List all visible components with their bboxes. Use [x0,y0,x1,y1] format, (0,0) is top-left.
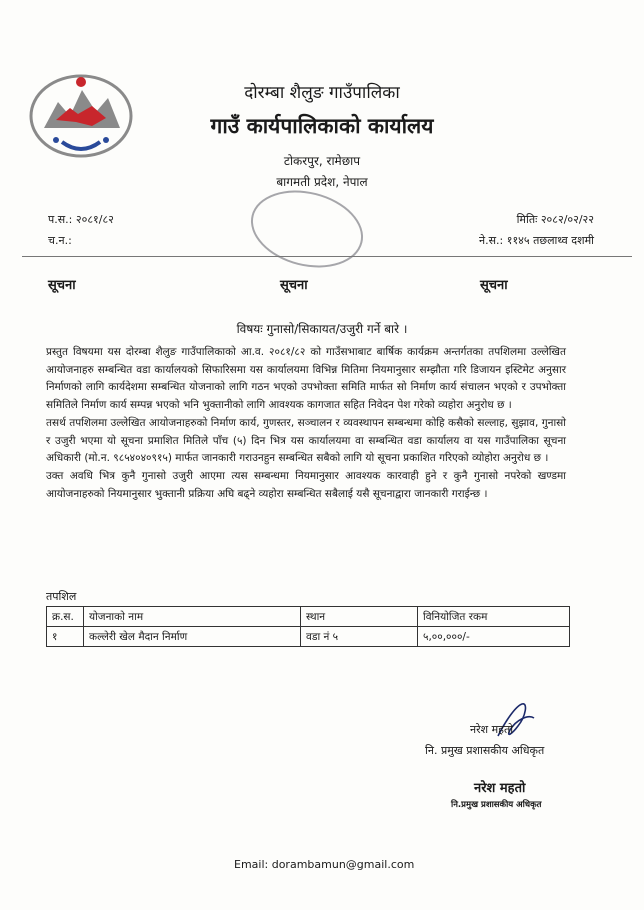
notice-body [46,344,566,503]
stamp-name: नरेश महतो [474,781,526,796]
notice-heading-center: सूचना [280,278,308,293]
cell-amount: ५,००,०००/- [418,627,570,647]
col-header-serial: क्र.स. [47,607,84,627]
body-paragraph: तसर्थ तपशिलमा उल्लेखित आयोजनाहरुको निर्माण कार्य, गुणस्तर, सञ्चालन र व्यवस्थापन सम्बन्धमा कोहि कसैको सल्लाह, सुझाव, गुनासो र उजुरी भएमा यो सूचना प्रमाशित मितिले पाँच (५) दिन भित्र यस कार्यालयमा वा सम्बन्धित वडा कार्यालय वा यस गाउँपालिका सूचना अधिकारी (मो.न. ९८५४०४०९१५) मार्फत जानकारी गराउनहुन सम्बन्धित सबैको लागि यो सूचना प्रकाशित गरिएको व्योहोरा अनुरोध छ । [46,416,566,465]
letter-number: प.स.: २०८१/८२ [48,213,114,226]
signatory-name: नरेश महतो [470,723,514,736]
cell-serial: १ [47,627,84,647]
contact-email: Email: dorambamun@gmail.com [234,858,415,871]
municipality-name: दोरम्बा शैलुङ गाउँपालिका [244,83,400,103]
office-title: गाउँ कार्यपालिकाको कार्यालय [210,114,434,138]
projects-table [46,606,570,647]
table-header-row [47,607,570,627]
letter-date: मितिः २०८२/०२/२२ [516,213,594,226]
notice-heading-right: सूचना [480,278,508,293]
body-paragraph: प्रस्तुत विषयमा यस दोरम्बा शैलुङ गाउँपालिकाको आ.व. २०८१/८२ को गाउँसभाबाट बार्षिक कार्यक्रम अन्तर्गतका तपशिलमा उल्लेखित आयोजनाहरु सम्बन्धित वडा कार्यालयको सिफारिसमा यस कार्यालयमा विभिन्न मितिमा नियमानुसार सम्झौता गरि डिजायन इस्टिमेट अनुसार निर्माणको लागि कार्यदेशमा सम्बन्धित योजनाको लागि गठन भएको उपभोक्ता समिति मार्फत सो निर्माण कार्य संचालन भएको र उपभोक्ता समितिले निर्माण कार्य सम्पन्न भएको भनि भुक्तानीको लागि आवश्यक कागजात सहित निवेदन पेश गरेको व्यहोरा अनुरोध छ । [46,346,566,412]
table-caption: तपशिल [46,590,77,603]
office-province: बागमती प्रदेश, नेपाल [276,175,368,189]
col-header-location: स्थान [301,607,418,627]
stamp-designation: नि.प्रमुख प्रशासकीय अधिकृत [451,800,542,810]
office-seal [243,179,372,278]
subject-line: विषयः गुनासो/सिकायत/उजुरी गर्ने बारे । [236,322,408,336]
cell-location: वडा नं ५ [301,627,418,647]
office-place: टोकरपुर, रामेछाप [283,154,361,168]
dispatch-number: च.न.: [48,234,72,247]
col-header-project: योजनाको नाम [84,607,301,627]
nepal-sambat-date: ने.स.: ११४५ तछलाथ्व दशमी [478,234,594,247]
cell-project: कल्लेरी खेल मैदान निर्माण [84,627,301,647]
body-paragraph: उक्त अवधि भित्र कुनै गुनासो उजुरी आएमा त्यस सम्बन्धमा नियमानुसार आवश्यक कारवाही हुने र कुनै गुनासो नपरेको खण्डमा आयोजनाहरुको नियमानुसार भुक्तानी प्रक्रिया अघि बढ्ने व्यहोरा सम्बन्धित सबैलाई यसै सूचनाद्वारा जानकारी गराईन्छ । [46,469,566,500]
signatory-designation: नि. प्रमुख प्रशासकीय अधिकृत [425,744,545,757]
notice-heading-left: सूचना [48,278,76,293]
header-divider [22,256,632,257]
table-row [47,627,570,647]
col-header-amount: विनियोजित रकम [418,607,570,627]
